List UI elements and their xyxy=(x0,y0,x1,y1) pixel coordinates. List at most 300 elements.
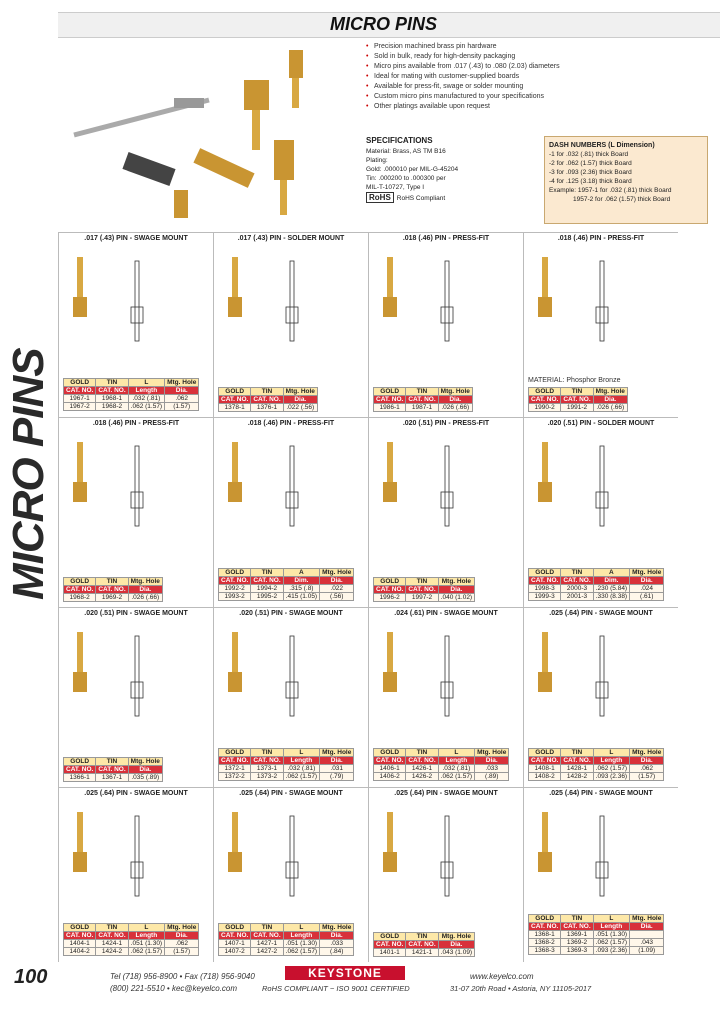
pin-drawing xyxy=(63,247,211,357)
table-cell: (1.57) xyxy=(630,773,664,781)
table-cell: Dia. xyxy=(128,586,162,594)
table-cell: 1986-1 xyxy=(374,404,406,412)
table-cell: Mtg. Hole xyxy=(438,578,474,586)
table-cell: 1997-2 xyxy=(406,594,438,602)
table-cell: GOLD xyxy=(529,569,561,577)
table-cell: TIN xyxy=(406,749,438,757)
table-cell: CAT. NO. xyxy=(561,757,593,765)
table-cell: TIN xyxy=(251,388,283,396)
table-cell: 1406-2 xyxy=(374,773,406,781)
table-cell: GOLD xyxy=(219,924,251,932)
pin-drawing xyxy=(373,802,521,912)
table-cell: (1.09) xyxy=(630,947,664,955)
cell-title: .020 (.51) PIN - SOLDER MOUNT xyxy=(547,420,655,427)
table-cell: 1427-2 xyxy=(251,948,283,956)
table-cell: TIN xyxy=(561,388,593,396)
footer-cert: RoHS COMPLIANT ~ ISO 9001 CERTIFIED xyxy=(262,984,410,993)
table-cell: 1369-3 xyxy=(561,947,593,955)
product-cell xyxy=(58,417,213,607)
table-cell: L xyxy=(128,924,164,932)
table-cell: L xyxy=(438,749,474,757)
cell-title: .025 (.64) PIN - SWAGE MOUNT xyxy=(549,610,653,617)
table-cell: 1424-1 xyxy=(96,940,128,948)
table-cell: CAT. NO. xyxy=(96,387,128,395)
table-cell: (1.57) xyxy=(165,948,199,956)
dash-numbers-box xyxy=(544,136,708,224)
catalog-table xyxy=(218,568,354,601)
table-cell: 1995-2 xyxy=(251,593,283,601)
pin-drawing xyxy=(373,247,521,357)
table-cell: L xyxy=(593,749,629,757)
table-cell: GOLD xyxy=(374,388,406,396)
catalog-table xyxy=(218,923,354,956)
catalog-table xyxy=(528,914,664,955)
table-cell: 1368-2 xyxy=(529,939,561,947)
table-cell: .062 (1.57) xyxy=(593,765,629,773)
table-cell: 1427-1 xyxy=(251,940,283,948)
bullet-item: • Other platings available upon request xyxy=(366,102,706,112)
table-cell: .043 (1.09) xyxy=(438,949,474,957)
table-cell: Mtg. Hole xyxy=(475,749,509,757)
spec-line: MIL-T-10727, Type I xyxy=(366,184,425,191)
table-cell: .093 (2.36) xyxy=(593,773,629,781)
table-cell: CAT. NO. xyxy=(374,941,406,949)
table-cell: Dim. xyxy=(283,577,319,585)
table-cell: 1368-1 xyxy=(529,931,561,939)
table-cell: (.56) xyxy=(320,593,354,601)
dash-line: 1957-2 for .062 (1.57) thick Board xyxy=(573,196,671,203)
table-cell: TIN xyxy=(406,933,438,941)
table-cell: 1999-3 xyxy=(529,593,561,601)
table-cell: 1372-1 xyxy=(219,765,251,773)
table-cell: CAT. NO. xyxy=(64,766,96,774)
table-cell: CAT. NO. xyxy=(251,932,283,940)
catalog-table xyxy=(218,387,318,412)
table-cell: Length xyxy=(128,387,164,395)
pin-drawing xyxy=(218,247,366,357)
cell-title: .017 (.43) PIN - SOLDER MOUNT xyxy=(237,235,345,242)
table-cell: 1991-2 xyxy=(561,404,593,412)
bullet-item: • Ideal for mating with customer-supplied boards xyxy=(366,72,706,82)
table-cell: 1426-1 xyxy=(406,765,438,773)
table-cell: GOLD xyxy=(374,578,406,586)
table-cell: 1368-3 xyxy=(529,947,561,955)
table-cell: Dia. xyxy=(283,396,317,404)
table-cell: .040 (1.02) xyxy=(438,594,474,602)
table-cell: CAT. NO. xyxy=(64,932,96,940)
table-cell: 1996-2 xyxy=(374,594,406,602)
table-cell: 1969-2 xyxy=(96,594,128,602)
pin-drawing xyxy=(528,802,676,912)
table-cell: Mtg. Hole xyxy=(320,924,354,932)
table-cell: .051 (1.30) xyxy=(283,940,319,948)
catalog-table xyxy=(528,387,628,412)
table-cell: .026 (.66) xyxy=(128,594,162,602)
table-cell: CAT. NO. xyxy=(374,396,406,404)
table-cell: CAT. NO. xyxy=(406,941,438,949)
table-cell: (.79) xyxy=(320,773,354,781)
bullet-item: • Precision machined brass pin hardware xyxy=(366,42,706,52)
table-cell: 1421-1 xyxy=(406,949,438,957)
table-cell: 1408-2 xyxy=(529,773,561,781)
spec-line: Gold: .000010 per MIL-G-45204 xyxy=(366,166,459,173)
bullet-item: • Custom micro pins manufactured to your specifications xyxy=(366,92,706,102)
table-cell: L xyxy=(128,379,164,387)
table-cell: GOLD xyxy=(529,749,561,757)
table-cell: Dia. xyxy=(438,586,474,594)
pin-drawing xyxy=(63,622,211,732)
table-cell: 1424-2 xyxy=(96,948,128,956)
table-cell: .062 (1.57) xyxy=(128,403,164,411)
table-cell: Mtg. Hole xyxy=(630,915,664,923)
table-cell: CAT. NO. xyxy=(219,932,251,940)
table-cell: .051 (1.30) xyxy=(593,931,629,939)
table-cell: 1967-2 xyxy=(64,403,96,411)
catalog-table xyxy=(63,757,163,782)
table-cell: TIN xyxy=(251,924,283,932)
bullet-item: • Micro pins available from .017 (.43) to .080 (2.03) diameters xyxy=(366,62,706,72)
catalog-table xyxy=(373,748,509,781)
table-cell: .024 xyxy=(630,585,664,593)
table-cell: .032 (.81) xyxy=(283,765,319,773)
table-cell: 1373-2 xyxy=(251,773,283,781)
table-cell: L xyxy=(283,924,319,932)
table-cell: .026 (.66) xyxy=(438,404,472,412)
keystone-logo: KEYSTONE xyxy=(285,966,405,980)
dash-line: Example: 1957-1 for .032 (.81) thick Board xyxy=(549,187,672,194)
table-cell: .062 (1.57) xyxy=(283,948,319,956)
table-cell: Dia. xyxy=(438,941,474,949)
table-cell: Mtg. Hole xyxy=(630,569,664,577)
table-cell: .032 (.81) xyxy=(128,395,164,403)
product-photo xyxy=(64,40,356,230)
table-cell: GOLD xyxy=(219,749,251,757)
table-cell: 1369-2 xyxy=(561,939,593,947)
table-cell: CAT. NO. xyxy=(529,396,561,404)
table-cell: 1408-1 xyxy=(529,765,561,773)
table-cell: GOLD xyxy=(64,578,96,586)
table-cell: Dim. xyxy=(593,577,629,585)
table-cell: GOLD xyxy=(374,933,406,941)
table-cell: Length xyxy=(283,757,319,765)
bullet-item: • Available for press-fit, swage or solder mounting xyxy=(366,82,706,92)
product-cell xyxy=(213,417,368,607)
table-cell: 1372-2 xyxy=(219,773,251,781)
table-cell: GOLD xyxy=(219,388,251,396)
table-cell: Length xyxy=(438,757,474,765)
feature-list xyxy=(366,42,706,112)
table-cell: 1373-1 xyxy=(251,765,283,773)
table-cell: 1428-2 xyxy=(561,773,593,781)
table-cell: GOLD xyxy=(529,388,561,396)
table-cell: .062 xyxy=(165,940,199,948)
footer xyxy=(0,962,720,1012)
table-cell: 1998-3 xyxy=(529,585,561,593)
table-cell: Length xyxy=(593,923,629,931)
table-cell: CAT. NO. xyxy=(406,396,438,404)
product-cell xyxy=(368,607,523,787)
table-cell: 1404-1 xyxy=(64,940,96,948)
table-cell: GOLD xyxy=(529,915,561,923)
table-cell: 1968-1 xyxy=(96,395,128,403)
table-cell: TIN xyxy=(96,924,128,932)
table-cell: Mtg. Hole xyxy=(593,388,627,396)
table-cell: 1426-2 xyxy=(406,773,438,781)
dash-line: -1 for .032 (.81) thick Board xyxy=(549,151,629,158)
page-number: 100 xyxy=(14,966,48,988)
material-note: MATERIAL: Phosphor Bronze xyxy=(528,377,621,384)
table-cell: 1967-1 xyxy=(64,395,96,403)
table-cell: Dia. xyxy=(320,932,354,940)
footer-phone: (800) 221-5510 • kec@keyelco.com xyxy=(110,984,237,993)
table-cell: A xyxy=(283,569,319,577)
cell-title: .020 (.51) PIN - PRESS-FIT xyxy=(402,420,490,427)
cell-title: .025 (.64) PIN - SWAGE MOUNT xyxy=(394,790,498,797)
table-cell: Mtg. Hole xyxy=(165,379,199,387)
product-cell xyxy=(523,787,678,962)
table-cell: .062 (1.57) xyxy=(438,773,474,781)
table-cell: Mtg. Hole xyxy=(438,388,472,396)
table-cell: 1992-2 xyxy=(219,585,251,593)
product-cell xyxy=(58,232,213,417)
table-cell: 1407-2 xyxy=(219,948,251,956)
table-cell: TIN xyxy=(406,388,438,396)
table-cell: GOLD xyxy=(64,924,96,932)
pin-drawing xyxy=(218,622,366,732)
product-cell xyxy=(58,787,213,962)
table-cell: 1366-1 xyxy=(64,774,96,782)
pin-drawing xyxy=(63,432,211,542)
catalog-table xyxy=(63,577,163,602)
pin-drawing xyxy=(528,432,676,542)
cell-title: .024 (.61) PIN - SWAGE MOUNT xyxy=(394,610,498,617)
product-cell xyxy=(368,232,523,417)
table-cell: TIN xyxy=(561,569,593,577)
table-cell: 1378-1 xyxy=(219,404,251,412)
product-cell xyxy=(58,607,213,787)
dash-line: -4 for .125 (3.18) thick Board xyxy=(549,178,632,185)
table-cell: Dia. xyxy=(320,757,354,765)
product-cell xyxy=(523,417,678,607)
table-cell: .026 (.66) xyxy=(593,404,627,412)
table-cell: Mtg. Hole xyxy=(128,578,162,586)
table-cell: .062 (1.57) xyxy=(128,948,164,956)
table-cell: 1994-2 xyxy=(251,585,283,593)
table-cell: CAT. NO. xyxy=(219,396,251,404)
table-cell: CAT. NO. xyxy=(374,757,406,765)
cell-title: .025 (.64) PIN - SWAGE MOUNT xyxy=(549,790,653,797)
table-cell: .230 (5.84) xyxy=(593,585,629,593)
table-cell: .062 (1.57) xyxy=(593,939,629,947)
pin-drawing xyxy=(373,432,521,542)
table-cell: TIN xyxy=(251,569,283,577)
table-cell: (1.57) xyxy=(165,403,199,411)
footer-web[interactable]: www.keyelco.com xyxy=(470,972,534,981)
table-cell: CAT. NO. xyxy=(529,757,561,765)
table-cell: GOLD xyxy=(374,749,406,757)
catalog-table xyxy=(63,923,199,956)
table-cell: CAT. NO. xyxy=(529,923,561,931)
specifications xyxy=(366,136,536,203)
table-cell: A xyxy=(593,569,629,577)
table-cell: TIN xyxy=(561,915,593,923)
table-cell: Mtg. Hole xyxy=(283,388,317,396)
table-cell: CAT. NO. xyxy=(251,577,283,585)
table-cell: .022 (.56) xyxy=(283,404,317,412)
table-cell: Dia. xyxy=(630,757,664,765)
footer-address: 31-07 20th Road • Astoria, NY 11105-2017 xyxy=(450,984,592,993)
pin-drawing xyxy=(218,802,366,912)
cell-title: .020 (.51) PIN - SWAGE MOUNT xyxy=(239,610,343,617)
table-cell: 1407-1 xyxy=(219,940,251,948)
table-cell: Dia. xyxy=(593,396,627,404)
table-cell: 1968-2 xyxy=(96,403,128,411)
table-cell: 1990-2 xyxy=(529,404,561,412)
catalog-table xyxy=(63,378,199,411)
cell-title: .025 (.64) PIN - SWAGE MOUNT xyxy=(84,790,188,797)
table-cell: TIN xyxy=(406,578,438,586)
table-cell: CAT. NO. xyxy=(561,923,593,931)
table-cell: Dia. xyxy=(630,923,664,931)
table-cell: CAT. NO. xyxy=(219,757,251,765)
table-cell: (.84) xyxy=(320,948,354,956)
table-cell: CAT. NO. xyxy=(251,757,283,765)
table-cell: CAT. NO. xyxy=(406,757,438,765)
table-cell: CAT. NO. xyxy=(96,586,128,594)
table-cell: Dia. xyxy=(630,577,664,585)
cell-title: .018 (.46) PIN - PRESS-FIT xyxy=(92,420,180,427)
table-cell: Dia. xyxy=(320,577,354,585)
table-cell: Mtg. Hole xyxy=(128,758,162,766)
table-cell: TIN xyxy=(561,749,593,757)
table-cell: Dia. xyxy=(165,387,199,395)
product-cell xyxy=(368,787,523,962)
product-cell xyxy=(213,607,368,787)
table-cell: .062 xyxy=(165,395,199,403)
table-cell: TIN xyxy=(96,578,128,586)
table-cell: CAT. NO. xyxy=(561,577,593,585)
table-cell: (.61) xyxy=(630,593,664,601)
table-cell: Length xyxy=(283,932,319,940)
table-cell: 1376-1 xyxy=(251,404,283,412)
pin-drawing xyxy=(63,802,211,912)
catalog-table xyxy=(373,387,473,412)
table-cell: .093 (2.36) xyxy=(593,947,629,955)
table-cell: GOLD xyxy=(64,379,96,387)
table-cell: Mtg. Hole xyxy=(165,924,199,932)
table-cell: Length xyxy=(593,757,629,765)
page-title: MICRO PINS xyxy=(330,14,438,34)
table-cell: CAT. NO. xyxy=(406,586,438,594)
product-cell xyxy=(368,417,523,607)
table-cell: 1401-1 xyxy=(374,949,406,957)
dash-line: -2 for .062 (1.57) thick Board xyxy=(549,160,632,167)
table-cell: 1987-1 xyxy=(406,404,438,412)
table-cell: .033 xyxy=(320,940,354,948)
cell-title: .025 (.64) PIN - SWAGE MOUNT xyxy=(239,790,343,797)
cell-title: .020 (.51) PIN - SWAGE MOUNT xyxy=(84,610,188,617)
table-cell: Mtg. Hole xyxy=(438,933,474,941)
table-cell: .062 (1.57) xyxy=(283,773,319,781)
cell-title: .018 (.46) PIN - PRESS-FIT xyxy=(247,420,335,427)
table-cell: 1406-1 xyxy=(374,765,406,773)
table-cell: Dia. xyxy=(475,757,509,765)
table-cell: Mtg. Hole xyxy=(630,749,664,757)
cell-title: .018 (.46) PIN - PRESS-FIT xyxy=(557,235,645,242)
catalog-table xyxy=(528,568,664,601)
table-cell: .051 (1.30) xyxy=(128,940,164,948)
specs-title: SPECIFICATIONS xyxy=(366,136,433,145)
table-cell: 1404-2 xyxy=(64,948,96,956)
product-cell xyxy=(523,232,678,417)
table-cell: .032 (.81) xyxy=(438,765,474,773)
table-cell: .035 (.89) xyxy=(128,774,162,782)
table-cell: .062 xyxy=(630,765,664,773)
table-cell: CAT. NO. xyxy=(529,577,561,585)
table-cell: 1367-1 xyxy=(96,774,128,782)
table-cell: 2000-3 xyxy=(561,585,593,593)
table-cell: (.89) xyxy=(475,773,509,781)
table-cell: 1993-2 xyxy=(219,593,251,601)
table-cell: L xyxy=(593,915,629,923)
catalog-table xyxy=(528,748,664,781)
table-cell: CAT. NO. xyxy=(251,396,283,404)
table-cell: TIN xyxy=(96,758,128,766)
table-cell: 1428-1 xyxy=(561,765,593,773)
table-cell xyxy=(630,931,664,939)
table-cell: .022 xyxy=(320,585,354,593)
table-cell: .330 (8.38) xyxy=(593,593,629,601)
spec-line: Plating: xyxy=(366,157,388,164)
table-cell: CAT. NO. xyxy=(96,766,128,774)
table-cell: CAT. NO. xyxy=(374,586,406,594)
product-cell xyxy=(213,787,368,962)
table-cell: CAT. NO. xyxy=(64,586,96,594)
table-cell: 1968-2 xyxy=(64,594,96,602)
footer-tel: Tel (718) 956-8900 • Fax (718) 956-9040 xyxy=(110,972,255,981)
table-cell: .415 (1.05) xyxy=(283,593,319,601)
catalog-table xyxy=(218,748,354,781)
table-cell: TIN xyxy=(251,749,283,757)
pin-drawing xyxy=(528,622,676,732)
table-cell: GOLD xyxy=(219,569,251,577)
dash-title: DASH NUMBERS (L Dimension) xyxy=(549,142,655,149)
table-cell: CAT. NO. xyxy=(64,387,96,395)
table-cell: CAT. NO. xyxy=(219,577,251,585)
pin-drawing xyxy=(218,432,366,542)
table-cell: Dia. xyxy=(438,396,472,404)
cell-title: .017 (.43) PIN - SWAGE MOUNT xyxy=(84,235,188,242)
table-cell: .315 (.8) xyxy=(283,585,319,593)
table-cell: GOLD xyxy=(64,758,96,766)
rohs-note: RoHS Compliant xyxy=(396,195,446,202)
table-cell: .043 xyxy=(630,939,664,947)
table-cell: .031 xyxy=(320,765,354,773)
table-cell: CAT. NO. xyxy=(96,932,128,940)
bullet-item: • Sold in bulk, ready for high-density packaging xyxy=(366,52,706,62)
dash-line: -3 for .093 (2.36) thick Board xyxy=(549,169,632,176)
product-cell xyxy=(213,232,368,417)
table-cell: Dia. xyxy=(128,766,162,774)
product-cell xyxy=(523,607,678,787)
spec-line: Material: Brass, AS TM B16 xyxy=(366,148,446,155)
table-cell: TIN xyxy=(96,379,128,387)
cell-title: .018 (.46) PIN - PRESS-FIT xyxy=(402,235,490,242)
side-band xyxy=(0,0,58,1012)
table-cell: 1369-1 xyxy=(561,931,593,939)
spec-line: Tin: .000200 to .000300 per xyxy=(366,175,446,182)
table-cell: Mtg. Hole xyxy=(320,749,354,757)
